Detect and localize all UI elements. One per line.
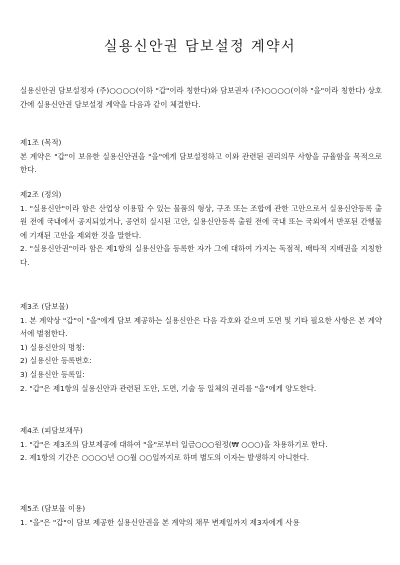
article-heading: 제5조 (담보물 이용) — [20, 504, 86, 513]
article-list-item: 2) 실용신안 등록번호: — [20, 356, 92, 366]
article-list-item: 3) 실용신안 등록일: — [20, 369, 85, 379]
article-paragraph: 2. "갑"은 제1항의 실용신안과 관련된 도안, 도면, 기술 등 일체의 권리를 "을"에게 양도한다. — [20, 383, 317, 393]
article-5 — [20, 502, 382, 529]
document-title: 실용신안권 담보설정 계약서 — [103, 39, 297, 55]
article-paragraph: 본 계약은 "갑"이 보유한 실용신안권을 "을"에게 담보설정하고 이와 관련된 권리의무 사항을 규율함을 목적으로 한다. — [20, 151, 382, 175]
article-1 — [20, 136, 382, 177]
article-paragraph: 1. "실용신안"이라 함은 산업상 이용할 수 있는 물품의 형상, 구조 또는 조합에 관한 고안으로서 실용신안등록 출원 전에 국내에서 공지되었거나, 공연히 실시된 고안, 실용신안등록 출원 전에 국내 또는 국외에서 반포된 간행물에 기재된 고안을 제외한 것을 말한다. — [20, 203, 382, 240]
article-paragraph: 1. 본 계약상 "갑"이 "을"에게 담보 제공하는 실용신안은 다음 각호와 같으며 도면 및 기타 필요한 사항은 본 계약서에 별첨한다. — [20, 315, 382, 339]
article-heading: 제4조 (피담보채무) — [20, 426, 83, 435]
article-list-item: 1) 실용신안의 명칭: — [20, 342, 85, 352]
article-heading: 제3조 (담보물) — [20, 302, 69, 311]
article-heading: 제1조 (목적) — [20, 138, 62, 147]
article-4 — [20, 424, 382, 465]
intro-paragraph: 실용신안권 담보설정자 (주)○○○○(이하 "갑"이라 칭한다)와 담보권자 (주)○○○○(이하 "을"이라 칭한다) 상호간에 실용신안권 담보설정 계약을 다음과 같이 체결한다. — [20, 86, 382, 109]
article-paragraph: 1. "갑"은 제3조의 담보제공에 대하여 "을"로부터 일금○○○원정(₩ ○○○)을 차용하기로 한다. — [20, 439, 328, 449]
article-3 — [20, 300, 382, 395]
article-paragraph: 2. 제1항의 기간은 ○○○○년 ○○월 ○○일까지로 하며 별도의 이자는 발생하지 아니한다. — [20, 453, 310, 463]
article-paragraph: 2. "실용신안권"이라 함은 제1항의 실용신안을 등록한 자가 그에 대하여 가지는 독점적, 배타적 지배권을 지칭한다. — [20, 244, 382, 267]
article-heading: 제2조 (정의) — [20, 190, 62, 199]
article-2 — [20, 188, 382, 270]
article-paragraph: 1. "을"은 "갑"이 담보 제공한 실용신안권을 본 계약의 채무 변제일까지 제3자에게 사용 — [20, 517, 300, 527]
